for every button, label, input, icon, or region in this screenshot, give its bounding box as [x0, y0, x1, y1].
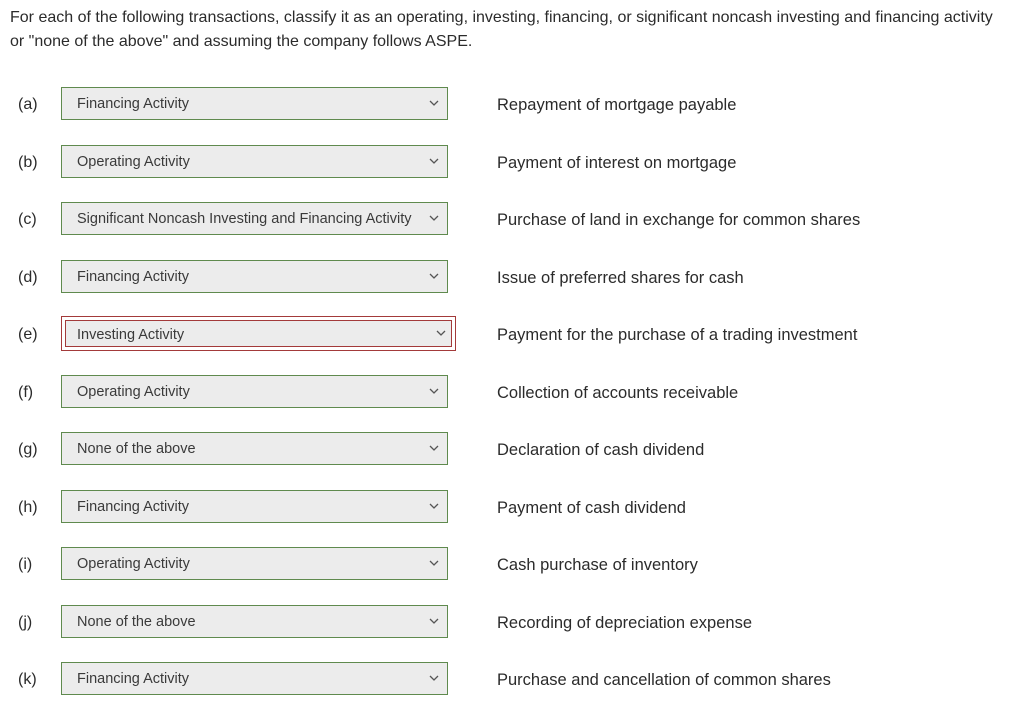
transaction-description: Purchase of land in exchange for common shares [497, 211, 861, 229]
classification-row-f [0, 374, 1024, 432]
row-letter: (h) [18, 498, 38, 516]
activity-select-value: Operating Activity [77, 556, 190, 572]
chevron-down-icon [429, 673, 439, 683]
activity-select-value: Operating Activity [77, 153, 190, 170]
transaction-description: Repayment of mortgage payable [497, 96, 737, 114]
chevron-down-icon [429, 616, 439, 626]
classification-list [0, 86, 1024, 719]
activity-select-f[interactable] [61, 375, 448, 408]
activity-select-value: Operating Activity [77, 383, 190, 400]
activity-select-value: Financing Activity [77, 96, 190, 112]
chevron-down-icon [429, 98, 439, 108]
transaction-description: Payment of interest on mortgage [497, 153, 737, 172]
chevron-down-icon [429, 386, 439, 396]
chevron-down-icon [429, 156, 439, 166]
row-letter: (g) [18, 441, 38, 458]
activity-select-c[interactable] [61, 202, 448, 235]
activity-select-h[interactable] [61, 490, 448, 523]
chevron-down-icon [429, 558, 439, 568]
activity-select-j[interactable] [61, 605, 448, 638]
classification-row-h [0, 489, 1024, 547]
transaction-description: Issue of preferred shares for cash [497, 268, 744, 287]
transaction-description: Declaration of cash dividend [497, 441, 705, 459]
activity-select-b[interactable] [61, 145, 448, 178]
row-letter: (d) [18, 268, 38, 286]
classification-row-d [0, 259, 1024, 317]
row-letter: (a) [18, 96, 38, 113]
activity-select-value: Financing Activity [77, 268, 190, 285]
classification-row-k [0, 661, 1024, 719]
activity-select-e[interactable] [61, 316, 456, 351]
chevron-down-icon [429, 501, 439, 511]
chevron-down-icon [436, 328, 446, 338]
activity-select-g[interactable] [61, 432, 448, 465]
activity-select-value: Financing Activity [77, 671, 190, 687]
activity-select-value: None of the above [77, 441, 196, 457]
chevron-down-icon [429, 213, 439, 223]
instructions-text: For each of the following transactions, classify it as an operating, investing, financing, or significant noncash investing and financing activity or "none of the above" and assuming the company follows ASPE. [10, 9, 993, 50]
row-letter: (j) [18, 613, 33, 631]
activity-select-value: Financing Activity [77, 498, 190, 515]
transaction-description: Cash purchase of inventory [497, 556, 698, 574]
row-letter: (b) [18, 153, 38, 171]
classification-row-a [0, 86, 1024, 144]
activity-select-value: None of the above [77, 613, 196, 630]
row-letter: (f) [18, 383, 34, 401]
transaction-description: Payment for the purchase of a trading investment [497, 326, 858, 344]
activity-select-k[interactable] [61, 662, 448, 695]
activity-select-d[interactable] [61, 260, 448, 293]
classification-row-g [0, 431, 1024, 489]
activity-select-i[interactable] [61, 547, 448, 580]
row-letter: (c) [18, 211, 37, 228]
row-letter: (e) [18, 326, 38, 343]
transaction-description: Recording of depreciation expense [497, 613, 753, 632]
classification-row-j [0, 604, 1024, 662]
classification-row-i [0, 546, 1024, 604]
row-letter: (k) [18, 671, 37, 688]
transaction-description: Payment of cash dividend [497, 498, 686, 517]
activity-select-value: Investing Activity [77, 327, 185, 343]
classification-row-b [0, 144, 1024, 202]
classification-row-e [0, 316, 1024, 374]
activity-select-a[interactable] [61, 87, 448, 120]
chevron-down-icon [429, 443, 439, 453]
transaction-description: Collection of accounts receivable [497, 383, 739, 402]
transaction-description: Purchase and cancellation of common shares [497, 671, 831, 689]
chevron-down-icon [429, 271, 439, 281]
row-letter: (i) [18, 556, 33, 573]
activity-select-value: Significant Noncash Investing and Financing Activity [77, 211, 412, 227]
classification-row-c [0, 201, 1024, 259]
